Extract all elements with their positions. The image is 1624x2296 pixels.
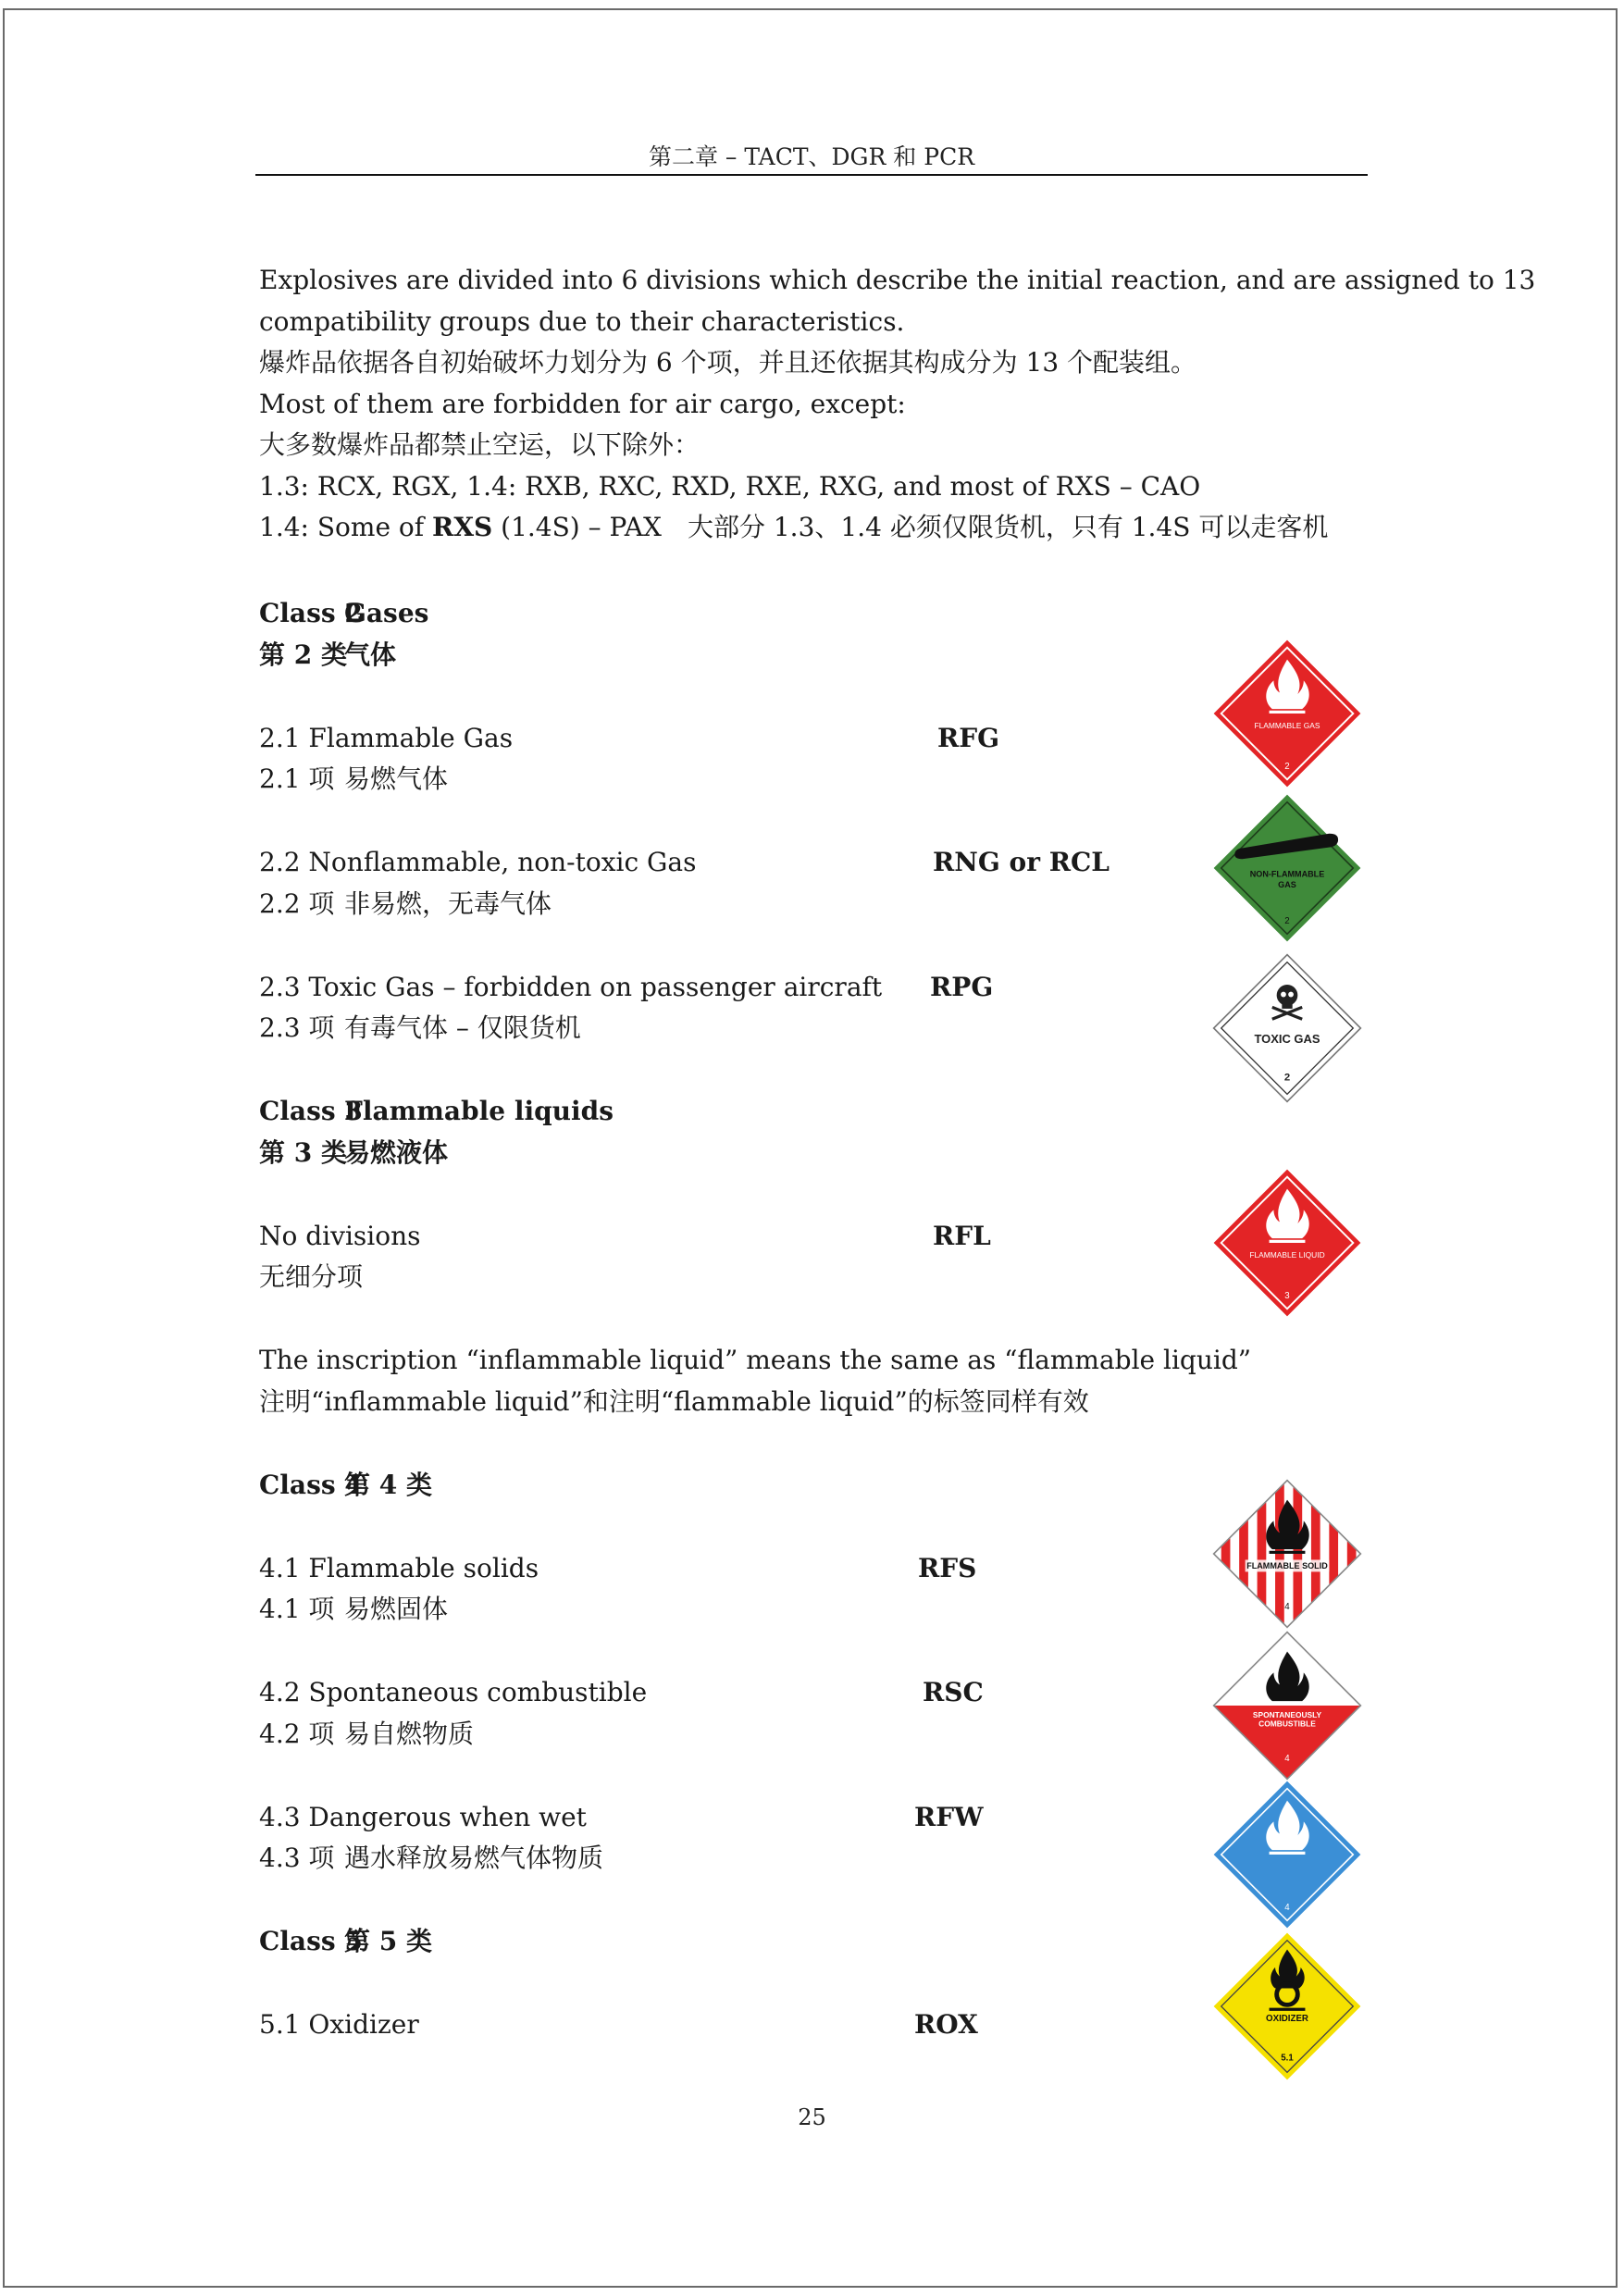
svg-text:NON-FLAMMABLE: NON-FLAMMABLE xyxy=(1249,869,1325,879)
placard-dangerous-when-wet xyxy=(1212,1780,1362,1930)
svg-text:3: 3 xyxy=(1284,1290,1290,1301)
class2-item-zh: 2.3 项 有毒气体 – 仅限货机 xyxy=(259,1012,581,1043)
svg-text:4: 4 xyxy=(1284,1753,1290,1764)
class2-heading-zh: 第 2 类气体 xyxy=(259,639,397,670)
svg-text:2: 2 xyxy=(1284,915,1290,926)
placard-flammable-solid xyxy=(1212,1479,1362,1629)
code-rfs: RFS xyxy=(918,1553,977,1583)
intro-forbidden-en: Most of them are forbidden for air cargo, except: xyxy=(259,389,906,419)
svg-text:FLAMMABLE GAS: FLAMMABLE GAS xyxy=(1254,721,1320,731)
code-rsc: RSC xyxy=(923,1677,984,1707)
class4-item-zh: 4.1 项 易燃固体 xyxy=(259,1594,449,1624)
intro-en-line2: compatibility groups due to their characteristics. xyxy=(259,306,905,337)
svg-text:4: 4 xyxy=(1284,1601,1290,1612)
intro-zh-line: 爆炸品依据各自初始破坏力划分为 6 个项，并且还依据其构成分为 13 个配装组。 xyxy=(259,347,1197,378)
class4-item-en: 4.2 Spontaneous combustible xyxy=(259,1677,648,1707)
intro-forbidden-zh: 大多数爆炸品都禁止空运，以下除外： xyxy=(259,429,700,460)
svg-text:4: 4 xyxy=(1284,1902,1290,1913)
placard-oxidizer xyxy=(1212,1931,1362,2081)
svg-text:FLAMMABLE LIQUID: FLAMMABLE LIQUID xyxy=(1249,1250,1325,1260)
code-rfl: RFL xyxy=(933,1221,991,1251)
class2-item-en: 2.3 Toxic Gas – forbidden on passenger aircraft xyxy=(259,972,883,1002)
class2-item-en: 2.2 Nonflammable, non-toxic Gas xyxy=(259,847,697,877)
class3-item-zh: 无细分项 xyxy=(259,1261,364,1292)
intro-line-14: 1.4: Some of RXS (1.4S) – PAX 大部分 1.3、1.4 必须仅限货机，只有 1.4S 可以走客机 xyxy=(259,512,1329,542)
svg-text:2: 2 xyxy=(1284,761,1290,772)
placard-flammable-liquid xyxy=(1212,1168,1362,1318)
class5-item-en: 5.1 Oxidizer xyxy=(259,2009,419,2040)
class4-item-en: 4.3 Dangerous when wet xyxy=(259,1802,587,1832)
code-rpg: RPG xyxy=(930,972,994,1002)
placard-non-flammable-gas xyxy=(1212,793,1362,943)
svg-text:FLAMMABLE SOLID: FLAMMABLE SOLID xyxy=(1246,1561,1328,1571)
intro-line-13: 1.3: RCX, RGX, 1.4: RXB, RXC, RXD, RXE, RXG, and most of RXS – CAO xyxy=(259,471,1201,502)
intro-en-line1: Explosives are divided into 6 divisions which describe the initial reaction, and are assigned to 13 xyxy=(259,265,1536,295)
class2-item-en: 2.1 Flammable Gas xyxy=(259,723,514,753)
svg-text:SPONTANEOUSLY: SPONTANEOUSLY xyxy=(1252,1709,1322,1719)
svg-text:TOXIC GAS: TOXIC GAS xyxy=(1254,1032,1320,1047)
class4-item-en: 4.1 Flammable solids xyxy=(259,1553,539,1583)
svg-text:5.1: 5.1 xyxy=(1281,2053,1294,2064)
class2-heading-en: Class 2Gases xyxy=(259,598,429,628)
placard-flammable-gas xyxy=(1212,639,1362,788)
class4-item-zh: 4.2 项 易自燃物质 xyxy=(259,1719,475,1749)
code-rfw: RFW xyxy=(914,1802,984,1832)
page-header: 第二章 – TACT、DGR 和 PCR xyxy=(648,143,975,170)
svg-text:2: 2 xyxy=(1283,1072,1291,1084)
placard-toxic-gas xyxy=(1212,953,1362,1103)
class2-item-zh: 2.2 项 非易燃，无毒气体 xyxy=(259,888,552,919)
class3-heading-en: Class 3Flammable liquids xyxy=(259,1096,614,1126)
placard-spontaneously-combustible xyxy=(1212,1631,1362,1781)
class3-heading-zh: 第 3 类易燃液体 xyxy=(259,1137,449,1168)
code-rfg: RFG xyxy=(937,723,1000,753)
code-rox: ROX xyxy=(914,2009,978,2040)
class3-note-zh: 注明“inflammable liquid”和注明“flammable liquid”的标签同样有效 xyxy=(259,1386,1089,1417)
class5-heading: Class 5第 5 类 xyxy=(259,1926,432,1956)
code-rng-rcl: RNG or RCL xyxy=(933,847,1110,877)
class4-item-zh: 4.3 项 遇水释放易燃气体物质 xyxy=(259,1843,604,1873)
class2-item-zh: 2.1 项 易燃气体 xyxy=(259,763,449,794)
svg-text:OXIDIZER: OXIDIZER xyxy=(1266,2014,1308,2025)
class4-heading: Class 4第 4 类 xyxy=(259,1470,432,1500)
svg-text:COMBUSTIBLE: COMBUSTIBLE xyxy=(1258,1719,1316,1729)
header-rule xyxy=(255,174,1368,176)
svg-text:GAS: GAS xyxy=(1278,880,1296,890)
class3-note-en: The inscription “inflammable liquid” means the same as “flammable liquid” xyxy=(259,1345,1252,1375)
class3-item-en: No divisions xyxy=(259,1221,421,1251)
page-number: 25 xyxy=(798,2104,826,2130)
